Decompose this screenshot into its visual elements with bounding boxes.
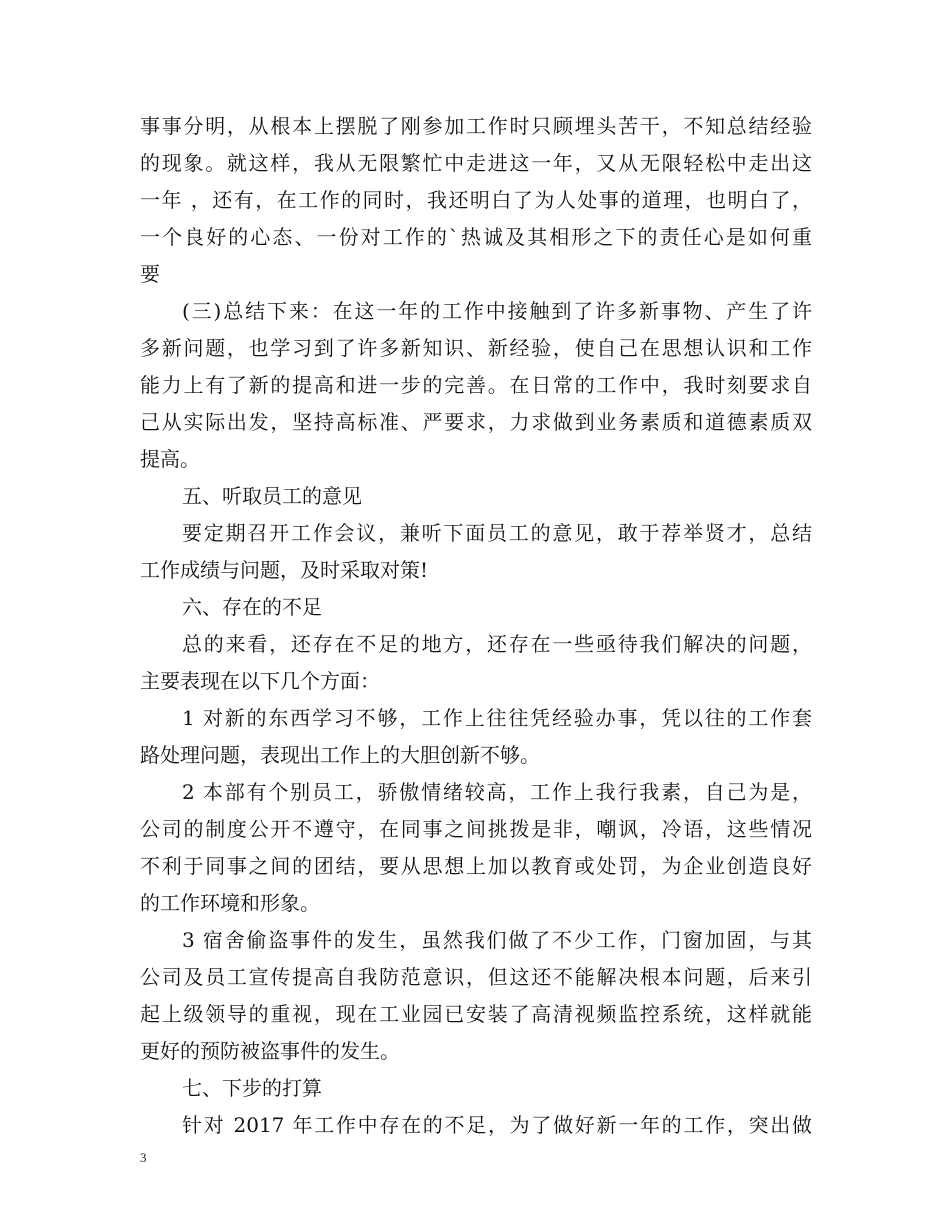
- text-line: 要定期召开工作会议，兼听下面员工的意见，敢于荐举贤才，总结: [182, 521, 812, 545]
- text-line: 六、存在的不足: [182, 595, 322, 619]
- text-line: 不利于同事之间的团结，要从思想上加以教育或处罚，为企业创造良好: [140, 854, 812, 878]
- text-line: 3 宿舍偷盗事件的发生，虽然我们做了不少工作，门窗加固，与其: [182, 928, 812, 952]
- text-line: 针对 2017 年工作中存在的不足，为了做好新一年的工作，突出做: [182, 1113, 812, 1137]
- text-line: 的现象。就这样，我从无限繁忙中走进这一年，又从无限轻松中走出这: [140, 151, 812, 175]
- text-line: 要: [140, 262, 160, 286]
- text-line: (三)总结下来：在这一年的工作中接触到了许多新事物、产生了许: [182, 299, 812, 323]
- text-line: 多新问题，也学习到了许多新知识、新经验，使自己在思想认识和工作: [140, 336, 812, 360]
- text-line: 提高。: [140, 447, 200, 471]
- page-number: 3: [140, 1150, 147, 1165]
- text-line: 1 对新的东西学习不够，工作上往往凭经验办事，凭以往的工作套: [182, 706, 812, 730]
- text-line: 主要表现在以下几个方面：: [140, 669, 380, 693]
- text-line: 一个良好的心态、一份对工作的`热诚及其相形之下的责任心是如何重: [140, 225, 812, 249]
- text-line: 更好的预防被盗事件的发生。: [140, 1039, 400, 1063]
- text-line: 工作成绩与问题，及时采取对策!: [140, 558, 429, 582]
- body-text: [140, 108, 812, 1144]
- text-line: 一年 ，还有，在工作的同时，我还明白了为人处事的道理，也明白了，: [140, 188, 812, 212]
- text-line: 2 本部有个别员工，骄傲情绪较高，工作上我行我素，自己为是，: [182, 780, 812, 804]
- text-line: 事事分明，从根本上摆脱了刚参加工作时只顾埋头苦干，不知总结经验: [140, 114, 812, 138]
- text-line: 七、下步的打算: [182, 1076, 322, 1100]
- text-line: 己从实际出发，坚持高标准、严要求，力求做到业务素质和道德素质双: [140, 410, 812, 434]
- text-line: 总的来看，还存在不足的地方，还存在一些亟待我们解决的问题，: [182, 632, 812, 656]
- text-line: 起上级领导的重视，现在工业园已安装了高清视频监控系统，这样就能: [140, 1002, 812, 1026]
- text-line: 能力上有了新的提高和进一步的完善。在日常的工作中，我时刻要求自: [140, 373, 812, 397]
- text-line: 路处理问题，表现出工作上的大胆创新不够。: [140, 743, 540, 767]
- text-line: 五、听取员工的意见: [182, 484, 362, 508]
- text-line: 公司的制度公开不遵守，在同事之间挑拨是非，嘲讽，冷语，这些情况: [140, 817, 812, 841]
- text-line: 的工作环境和形象。: [140, 891, 320, 915]
- text-line: 公司及员工宣传提高自我防范意识，但这还不能解决根本问题，后来引: [140, 965, 812, 989]
